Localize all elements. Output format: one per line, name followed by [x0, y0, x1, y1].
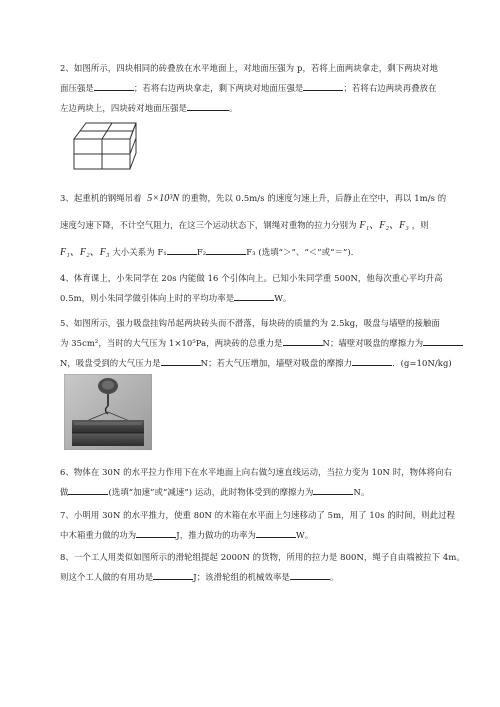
- q6-line-1: 6、物体在 30N 的水平拉力作用下在水平地面上向右做匀速直线运动，当拉力变为 10N 时，物体将向右: [60, 467, 453, 477]
- question-4: [60, 268, 470, 308]
- q5-line-3: N，吸盘受到的大气压力是 N；若大气压增加，墙壁对吸盘的摩擦力 ．(g=10N/kg): [60, 353, 470, 373]
- q7-line-2: 中木箱重力做的功为 J，推力做功的功率为 W。: [60, 525, 470, 545]
- q8-line-2: 则这个工人做的有用功是 J；该滑轮组的机械效率是 。: [60, 567, 470, 587]
- answer-blank[interactable]: [94, 79, 134, 91]
- answer-blank[interactable]: [313, 483, 353, 495]
- answer-blank[interactable]: [153, 568, 193, 580]
- answer-blank[interactable]: [167, 243, 197, 255]
- answer-blank[interactable]: [161, 354, 201, 366]
- force-symbols: F₁、F₂、F₃: [359, 220, 409, 231]
- weight-expression: 5×10³N: [147, 193, 180, 204]
- answer-blank[interactable]: [234, 289, 274, 301]
- question-8: [60, 547, 470, 587]
- answer-blank[interactable]: [187, 99, 229, 111]
- q6-line-2: 做 (选填“加速”或“减速”) 运动，此时物体受到的摩擦力为 N。: [60, 482, 470, 502]
- answer-blank[interactable]: [423, 334, 463, 346]
- q2-line-2: 面压强是 ；若将右边两块拿走，剩下两块对地面压强是 ；若将右边两块再叠放在: [60, 78, 470, 98]
- q4-line-2: 0.5m，则小朱同学做引体向上时的平均功率是 W。: [60, 288, 470, 308]
- force-symbols: F₁、F₂、F₃: [60, 247, 110, 258]
- question-2: [60, 58, 470, 118]
- q5-line-1: 5、如图所示，强力吸盘挂钩吊起两块砖头而不滑落，每块砖的质量约为 2.5kg，吸盘与墙壁的接触面: [60, 318, 440, 328]
- q8-line-1: 8、一个工人用类似如图所示的滑轮组提起 2000N 的货物，所用的拉力是 800N，绳子自由端被拉下 4m。: [60, 552, 465, 562]
- answer-blank[interactable]: [206, 243, 246, 255]
- q3-line-1: 3、起重机的钢绳吊着 5×10³N 的重物，先以 0.5m/s 的速度匀速上升，后静止在空中，再以 1m/s 的: [60, 193, 447, 204]
- answer-blank[interactable]: [283, 334, 323, 346]
- answer-blank[interactable]: [68, 483, 108, 495]
- answer-blank[interactable]: [303, 79, 343, 91]
- q3-line-3: F₁、F₂、F₃ 大小关系为 F₁ F₂ F₃ (选填“＞”、“＜”或“＝”)．: [60, 242, 470, 263]
- q2-line-3: 左边两块上，四块砖对地面压强是 。: [60, 98, 470, 118]
- question-3: [60, 188, 470, 263]
- answer-blank[interactable]: [136, 526, 176, 538]
- answer-blank[interactable]: [256, 526, 296, 538]
- question-6: [60, 462, 470, 502]
- suction-hook-bricks-photo: [64, 374, 152, 450]
- answer-blank[interactable]: [290, 568, 330, 580]
- question-7: [60, 505, 470, 545]
- q2-line-1: 2、如图所示，四块相同的砖叠放在水平地面上，对地面压强为 p，若将上面两块拿走，剩下两块对地: [60, 63, 439, 73]
- q7-line-1: 7、小明用 30N 的水平推力，使重 80N 的木箱在水平面上匀速移动了 5m，用了 10s 的时间，则此过程: [60, 510, 456, 520]
- q3-line-2: 速度匀速下降，不计空气阻力，在这三个运动状态下，钢绳对重物的拉力分别为 F₁、F₂、F₃ ，则: [60, 220, 429, 231]
- question-5: [60, 313, 470, 373]
- stacked-bricks-figure: [70, 117, 138, 173]
- q4-line-1: 4、体育课上，小朱同学在 20s 内能做 16 个引体向上。已知小朱同学重 500N，他每次重心平均升高: [60, 273, 443, 283]
- q5-line-2: 为 35cm²，当时的大气压为 1×10⁵Pa，两块砖的总重力是 N；墙壁对吸盘的摩擦力为: [60, 333, 470, 353]
- answer-blank[interactable]: [352, 354, 392, 366]
